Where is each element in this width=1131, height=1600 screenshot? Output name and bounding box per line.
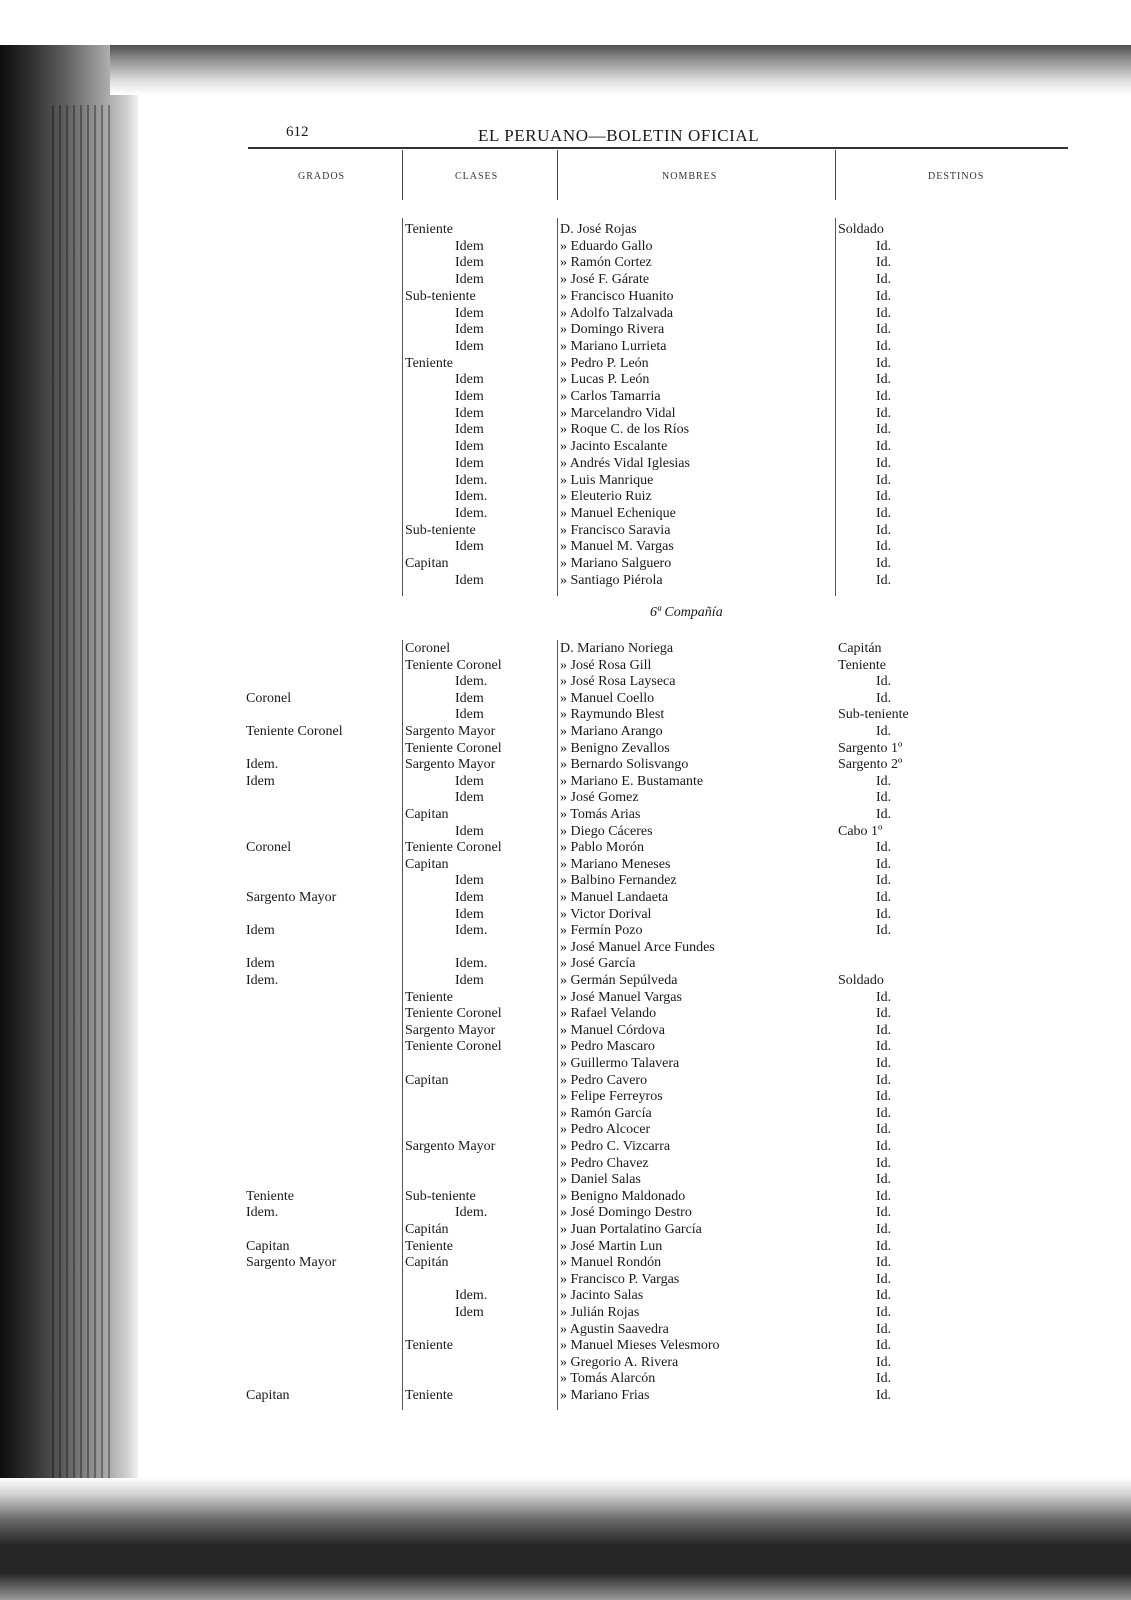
page-header: EL PERUANO—BOLETIN OFICIAL — [478, 126, 760, 145]
table-row — [0, 939, 1131, 956]
nombre-cell: » José Martin Lun — [560, 1238, 663, 1254]
clase-cell: Sub-teniente — [405, 1188, 476, 1204]
destino-cell: Id. — [876, 288, 892, 304]
destino-cell: Id. — [876, 572, 892, 588]
table-row — [0, 1038, 1131, 1055]
clase-cell: Teniente Coronel — [405, 1006, 502, 1022]
table-row — [0, 1221, 1131, 1238]
nombre-cell: » Manuel Rondón — [560, 1255, 662, 1271]
clase-cell: Idem — [455, 372, 484, 388]
destino-cell: Id. — [876, 840, 892, 856]
destino-cell: Id. — [876, 272, 892, 288]
clase-cell: Idem — [455, 572, 484, 588]
nombre-cell: » José Gomez — [560, 790, 639, 806]
table-row — [0, 1072, 1131, 1089]
nombre-cell: » Lucas P. León — [560, 372, 650, 388]
table-row — [0, 640, 1131, 657]
nombre-cell: » Eduardo Gallo — [560, 238, 653, 254]
destino-cell: Id. — [876, 422, 892, 438]
clase-cell: Capitan — [405, 1072, 449, 1088]
clase-cell: Idem — [455, 455, 484, 471]
table-row — [0, 690, 1131, 707]
clase-cell: Idem — [455, 707, 484, 723]
destino-cell: Id. — [876, 1188, 892, 1204]
table-row — [0, 321, 1131, 338]
nombre-cell: » Pablo Morón — [560, 840, 644, 856]
table-row — [0, 955, 1131, 972]
destino-cell: Id. — [876, 1338, 892, 1354]
clase-cell: Teniente — [405, 1388, 453, 1403]
clase-cell: Capitan — [405, 856, 449, 872]
table-row — [0, 706, 1131, 723]
nombre-cell: » Pedro C. Vizcarra — [560, 1139, 671, 1154]
destino-cell: Id. — [876, 1305, 892, 1320]
destino-cell: Id. — [876, 455, 892, 471]
clase-cell: Idem — [455, 873, 484, 889]
nombre-cell: D. Mariano Noriega — [560, 641, 674, 656]
table-row — [0, 488, 1131, 505]
destino-cell: Id. — [876, 1354, 892, 1370]
destino-cell: Id. — [876, 1388, 892, 1403]
clase-cell: Idem — [455, 255, 484, 271]
clase-cell: Teniente — [405, 989, 453, 1005]
nombre-cell: » Fermín Pozo — [560, 923, 643, 939]
clase-cell: Sargento Mayor — [405, 1139, 496, 1154]
clase-cell: Idem — [455, 272, 484, 288]
table-row — [0, 806, 1131, 823]
clase-cell: Teniente Coronel — [405, 740, 502, 756]
grado-cell: Sargento Mayor — [246, 890, 337, 905]
table-row — [0, 1387, 1131, 1404]
nombre-cell: » Carlos Tamarria — [560, 389, 661, 404]
grado-cell: Idem. — [246, 1205, 279, 1221]
nombre-cell: » Ramón Cortez — [560, 255, 652, 271]
table-row — [0, 756, 1131, 773]
nombre-cell: » Pedro Cavero — [560, 1072, 648, 1088]
scan-bottom-edge — [0, 1478, 1131, 1600]
nombre-cell: » Francisco Saravia — [560, 522, 671, 538]
destino-cell: Id. — [876, 1271, 892, 1287]
table-row — [0, 657, 1131, 674]
clase-cell: Idem. — [455, 1205, 488, 1221]
destino-cell: Soldado — [838, 222, 884, 237]
destino-cell: Id. — [876, 1072, 892, 1088]
nombre-cell: » Tomás Alarcón — [560, 1371, 656, 1387]
destino-cell: Id. — [876, 355, 892, 371]
destino-cell: Id. — [876, 372, 892, 388]
clase-cell: Idem — [455, 890, 484, 905]
nombre-cell: » Felipe Ferreyros — [560, 1089, 663, 1105]
nombre-cell: » Jacinto Salas — [560, 1288, 644, 1304]
destino-cell: Id. — [876, 690, 892, 706]
destino-cell: Sub-teniente — [838, 707, 909, 723]
nombre-cell: » Julián Rojas — [560, 1305, 640, 1320]
destino-cell: Id. — [876, 556, 892, 571]
destino-cell: Id. — [876, 1238, 892, 1254]
clase-cell: Capitán — [405, 1222, 449, 1237]
nombre-cell: » José Rosa Gill — [560, 657, 652, 673]
destino-cell: Id. — [876, 1105, 892, 1121]
table-row — [0, 989, 1131, 1006]
clase-cell: Teniente Coronel — [405, 840, 502, 856]
grado-cell: Teniente — [246, 1188, 294, 1204]
table-row — [0, 922, 1131, 939]
nombre-cell: » Germán Sepúlveda — [560, 973, 678, 988]
destino-cell: Id. — [876, 906, 892, 922]
nombre-cell: » Francisco P. Vargas — [560, 1271, 680, 1287]
clase-cell: Idem — [455, 338, 484, 354]
destino-cell: Id. — [876, 238, 892, 254]
clase-cell: Idem — [455, 389, 484, 404]
destino-cell: Id. — [876, 807, 892, 822]
destino-cell: Id. — [876, 923, 892, 939]
clase-cell: Idem — [455, 790, 484, 806]
clase-cell: Teniente Coronel — [405, 657, 502, 673]
nombre-cell: » Francisco Huanito — [560, 288, 674, 304]
nombre-cell: » Benigno Zevallos — [560, 740, 670, 756]
destino-cell: Id. — [876, 522, 892, 538]
grado-cell: Teniente Coronel — [246, 724, 343, 739]
table-row — [0, 789, 1131, 806]
nombre-cell: » Adolfo Talzalvada — [560, 305, 674, 321]
table-row — [0, 388, 1131, 405]
clase-cell: Idem — [455, 690, 484, 706]
nombre-cell: » Roque C. de los Ríos — [560, 422, 690, 438]
column-header-nombres: NOMBRES — [662, 171, 718, 182]
grado-cell: Sargento Mayor — [246, 1255, 337, 1271]
section-title: 6ª Compañía — [650, 605, 723, 620]
clase-cell: Capitan — [405, 807, 449, 822]
grado-cell: Coronel — [246, 690, 292, 706]
destino-cell: Id. — [876, 1255, 892, 1271]
table-row — [0, 673, 1131, 690]
clase-cell: Idem — [455, 238, 484, 254]
nombre-cell: » Pedro P. León — [560, 355, 649, 371]
destino-cell: Id. — [876, 1371, 892, 1387]
nombre-cell: » José Manuel Arce Fundes — [560, 939, 715, 955]
destino-cell: Id. — [876, 1172, 892, 1188]
nombre-cell: » Andrés Vidal Iglesias — [560, 455, 690, 471]
destino-cell: Id. — [876, 773, 892, 789]
table-row — [0, 856, 1131, 873]
table-row — [0, 305, 1131, 322]
clase-cell: Teniente — [405, 1238, 453, 1254]
destino-cell: Id. — [876, 890, 892, 905]
clase-cell: Teniente Coronel — [405, 1039, 502, 1055]
nombre-cell: » Pedro Alcocer — [560, 1122, 651, 1138]
destino-cell: Id. — [876, 1222, 892, 1237]
header-rule — [248, 147, 1068, 149]
table-row — [0, 288, 1131, 305]
nombre-cell: » Mariano Lurrieta — [560, 338, 667, 354]
clase-cell: Idem — [455, 322, 484, 338]
nombre-cell: » Victor Dorival — [560, 906, 652, 922]
clase-cell: Coronel — [405, 641, 451, 656]
table-row — [0, 1354, 1131, 1371]
table-row — [0, 221, 1131, 238]
clase-cell: Idem. — [455, 674, 488, 690]
table-row — [0, 1121, 1131, 1138]
table-row — [0, 572, 1131, 589]
destino-cell: Id. — [876, 305, 892, 321]
nombre-cell: » Luis Manrique — [560, 472, 654, 488]
clase-cell: Capitán — [405, 1255, 449, 1271]
table-row — [0, 740, 1131, 757]
table-row — [0, 839, 1131, 856]
nombre-cell: » Pedro Chavez — [560, 1155, 649, 1171]
nombre-cell: » Mariano Meneses — [560, 856, 671, 872]
table-row — [0, 371, 1131, 388]
grado-cell: Coronel — [246, 840, 292, 856]
nombre-cell: » Jacinto Escalante — [560, 439, 668, 455]
clase-cell: Idem. — [455, 956, 488, 972]
table-row — [0, 271, 1131, 288]
table-row — [0, 1055, 1131, 1072]
destino-cell: Id. — [876, 505, 892, 521]
destino-cell: Id. — [876, 856, 892, 872]
nombre-cell: » Marcelandro Vidal — [560, 405, 676, 421]
nombre-cell: » Juan Portalatino García — [560, 1222, 702, 1237]
destino-cell: Id. — [876, 1122, 892, 1138]
nombre-cell: » Mariano Arango — [560, 724, 663, 739]
table-row — [0, 1254, 1131, 1271]
destino-cell: Id. — [876, 1321, 892, 1337]
table-row — [0, 1155, 1131, 1172]
nombre-cell: » Diego Cáceres — [560, 823, 653, 839]
table-row — [0, 1005, 1131, 1022]
destino-cell: Cabo 1º — [838, 823, 883, 839]
scan-top-edge — [110, 45, 1131, 95]
nombre-cell: » Daniel Salas — [560, 1172, 641, 1188]
table-row — [0, 1287, 1131, 1304]
table-row — [0, 773, 1131, 790]
nombre-cell: » Manuel Córdova — [560, 1022, 665, 1038]
grado-cell: Idem. — [246, 757, 279, 773]
clase-cell: Idem. — [455, 923, 488, 939]
nombre-cell: » Balbino Fernandez — [560, 873, 677, 889]
table-row — [0, 421, 1131, 438]
table-row — [0, 889, 1131, 906]
nombre-cell: » Mariano Salguero — [560, 556, 672, 571]
table-row — [0, 438, 1131, 455]
table-row — [0, 472, 1131, 489]
nombre-cell: » Agustin Saavedra — [560, 1321, 669, 1337]
destino-cell: Id. — [876, 539, 892, 555]
nombre-cell: » Mariano Frias — [560, 1388, 650, 1403]
table-row — [0, 972, 1131, 989]
table-row — [0, 1238, 1131, 1255]
nombre-cell: » Domingo Rivera — [560, 322, 665, 338]
table-row — [0, 872, 1131, 889]
clase-cell: Idem — [455, 906, 484, 922]
destino-cell: Sargento 2º — [838, 757, 903, 773]
destino-cell: Id. — [876, 724, 892, 739]
table-row — [0, 1271, 1131, 1288]
destino-cell: Id. — [876, 1288, 892, 1304]
table-row — [0, 1105, 1131, 1122]
destino-cell: Id. — [876, 405, 892, 421]
table-row — [0, 505, 1131, 522]
clase-cell: Idem — [455, 1305, 484, 1320]
nombre-cell: » Benigno Maldonado — [560, 1188, 686, 1204]
clase-cell: Idem. — [455, 472, 488, 488]
nombre-cell: » Manuel Echenique — [560, 505, 676, 521]
destino-cell: Id. — [876, 322, 892, 338]
clase-cell: Idem — [455, 973, 484, 988]
clase-cell: Idem. — [455, 1288, 488, 1304]
destino-cell: Id. — [876, 790, 892, 806]
nombre-cell: » Bernardo Solisvango — [560, 757, 689, 773]
table-row — [0, 538, 1131, 555]
destino-cell: Id. — [876, 255, 892, 271]
nombre-cell: » Manuel Coello — [560, 690, 655, 706]
nombre-cell: » José F. Gárate — [560, 272, 650, 288]
nombre-cell: » Guillermo Talavera — [560, 1056, 680, 1071]
column-divider — [835, 150, 836, 200]
grado-cell: Capitan — [246, 1238, 290, 1254]
clase-cell: Idem — [455, 439, 484, 455]
clase-cell: Sargento Mayor — [405, 724, 496, 739]
destino-cell: Id. — [876, 1039, 892, 1055]
clase-cell: Idem. — [455, 505, 488, 521]
destino-cell: Sargento 1º — [838, 740, 903, 756]
table-row — [0, 355, 1131, 372]
nombre-cell: » Manuel M. Vargas — [560, 539, 674, 555]
nombre-cell: » José Manuel Vargas — [560, 989, 682, 1005]
table-row — [0, 338, 1131, 355]
nombre-cell: » José García — [560, 956, 636, 972]
destino-cell: Id. — [876, 1205, 892, 1221]
clase-cell: Sub-teniente — [405, 522, 476, 538]
page-number: 612 — [286, 124, 309, 140]
destino-cell: Id. — [876, 873, 892, 889]
destino-cell: Id. — [876, 489, 892, 505]
clase-cell: Sargento Mayor — [405, 1022, 496, 1038]
nombre-cell: » Gregorio A. Rivera — [560, 1354, 679, 1370]
clase-cell: Teniente — [405, 355, 453, 371]
table-row — [0, 1088, 1131, 1105]
grado-cell: Idem — [246, 956, 275, 972]
nombre-cell: » Manuel Landaeta — [560, 890, 669, 905]
table-row — [0, 1321, 1131, 1338]
clase-cell: Idem — [455, 539, 484, 555]
nombre-cell: » Tomás Arias — [560, 807, 641, 822]
nombre-cell: » Raymundo Blest — [560, 707, 665, 723]
destino-cell: Id. — [876, 989, 892, 1005]
grado-cell: Idem — [246, 923, 275, 939]
destino-cell: Id. — [876, 674, 892, 690]
column-header-grados: GRADOS — [298, 171, 346, 182]
destino-cell: Id. — [876, 1022, 892, 1038]
destino-cell: Soldado — [838, 973, 884, 988]
nombre-cell: D. José Rojas — [560, 222, 637, 237]
table-row — [0, 1022, 1131, 1039]
nombre-cell: » Eleuterio Ruiz — [560, 489, 652, 505]
destino-cell: Teniente — [838, 657, 886, 673]
clase-cell: Sub-teniente — [405, 288, 476, 304]
nombre-cell: » Santiago Piérola — [560, 572, 663, 588]
grado-cell: Capitan — [246, 1388, 290, 1403]
clase-cell: Idem — [455, 773, 484, 789]
clase-cell: Sargento Mayor — [405, 757, 496, 773]
table-row — [0, 238, 1131, 255]
table-row — [0, 1188, 1131, 1205]
clase-cell: Capitan — [405, 556, 449, 571]
destino-cell: Id. — [876, 472, 892, 488]
destino-cell: Id. — [876, 1056, 892, 1071]
destino-cell: Capitán — [838, 641, 882, 656]
table-row — [0, 405, 1131, 422]
table-row — [0, 1370, 1131, 1387]
nombre-cell: » Ramón García — [560, 1105, 652, 1121]
clase-cell: Idem — [455, 422, 484, 438]
clase-cell: Idem — [455, 305, 484, 321]
table-row — [0, 555, 1131, 572]
table-row — [0, 522, 1131, 539]
table-row — [0, 723, 1131, 740]
destino-cell: Id. — [876, 1089, 892, 1105]
grado-cell: Idem — [246, 773, 275, 789]
destino-cell: Id. — [876, 1139, 892, 1154]
destino-cell: Id. — [876, 439, 892, 455]
table-row — [0, 1171, 1131, 1188]
clase-cell: Idem — [455, 405, 484, 421]
table-row — [0, 906, 1131, 923]
table-row — [0, 823, 1131, 840]
nombre-cell: » Pedro Mascaro — [560, 1039, 655, 1055]
column-divider — [402, 150, 403, 200]
nombre-cell: » Mariano E. Bustamante — [560, 773, 704, 789]
table-row — [0, 1138, 1131, 1155]
clase-cell: Teniente — [405, 222, 453, 237]
destino-cell: Id. — [876, 338, 892, 354]
table-row — [0, 1204, 1131, 1221]
destino-cell: Id. — [876, 1006, 892, 1022]
clase-cell: Idem — [455, 823, 484, 839]
nombre-cell: » José Domingo Destro — [560, 1205, 692, 1221]
nombre-cell: » Rafael Velando — [560, 1006, 657, 1022]
table-row — [0, 254, 1131, 271]
table-row — [0, 455, 1131, 472]
clase-cell: Idem. — [455, 489, 488, 505]
column-header-destinos: DESTINOS — [928, 171, 985, 182]
destino-cell: Id. — [876, 389, 892, 404]
nombre-cell: » José Rosa Layseca — [560, 674, 676, 690]
column-header-clases: CLASES — [455, 171, 499, 182]
grado-cell: Idem. — [246, 973, 279, 988]
nombre-cell: » Manuel Mieses Velesmoro — [560, 1338, 720, 1354]
column-divider — [557, 150, 558, 200]
clase-cell: Teniente — [405, 1338, 453, 1354]
table-row — [0, 1304, 1131, 1321]
table-row — [0, 1337, 1131, 1354]
destino-cell: Id. — [876, 1155, 892, 1171]
